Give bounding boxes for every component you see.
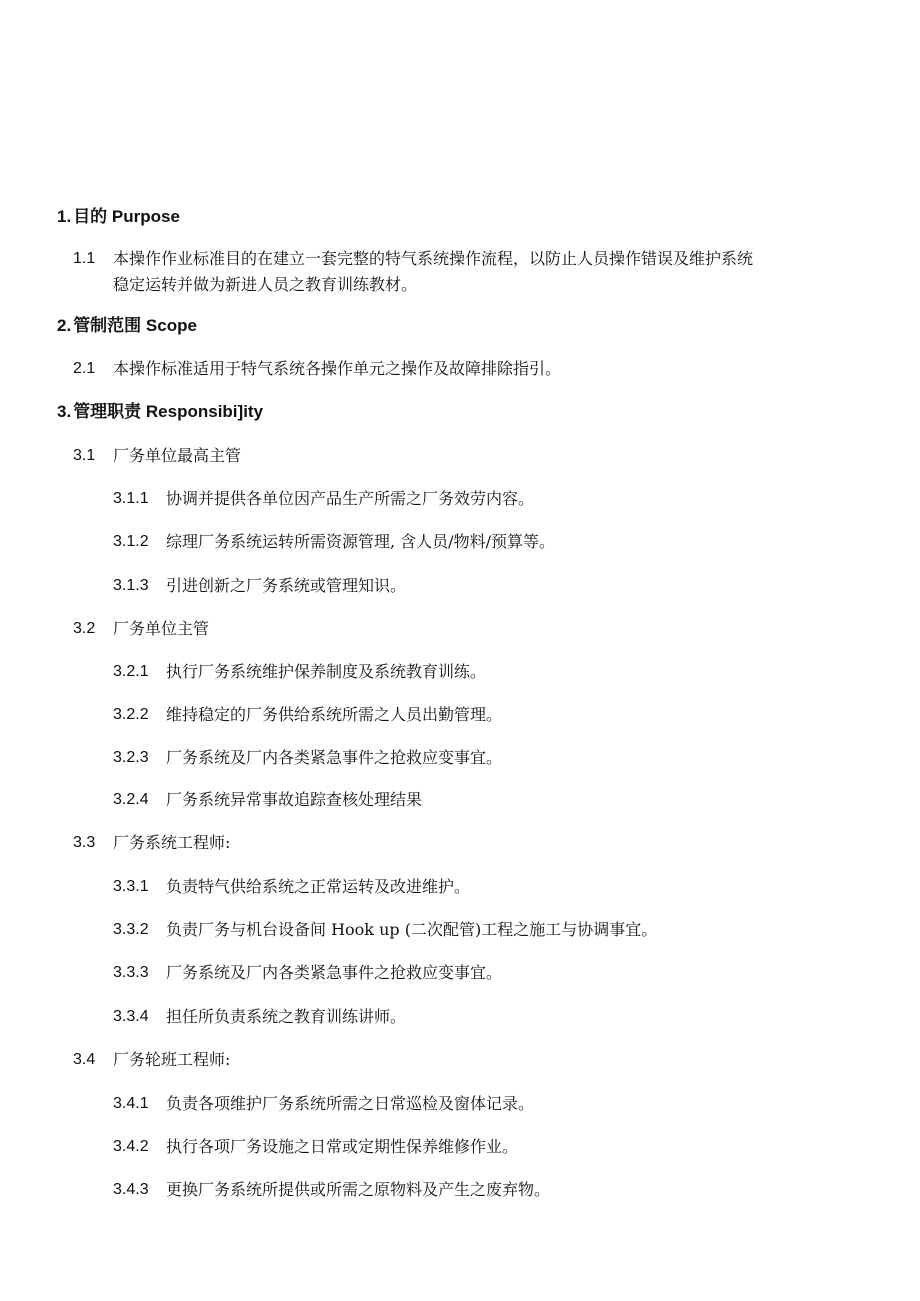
- clause-number: 1.1: [73, 250, 96, 267]
- clause-text: 厂务系统异常事故追踪查核处理结果: [166, 790, 423, 809]
- clause-number: 3.2.1: [113, 663, 149, 680]
- clause-number: 3.3.3: [113, 964, 149, 981]
- section-number: 3.: [57, 402, 72, 421]
- section-2-heading: [57, 316, 197, 336]
- section-title: 管制范围 Scope: [73, 316, 197, 335]
- clause-text: 厂务系统及厂内各类紧急事件之抢救应变事宜。: [166, 963, 503, 982]
- clause-number: 3.3.2: [113, 921, 149, 938]
- clause-number: 3.4.3: [113, 1181, 149, 1198]
- clause-text: 本操作标准适用于特气系统各操作单元之操作及故障排除指引。: [113, 359, 562, 378]
- clause-text: 引进创新之厂务系统或管理知识。: [166, 576, 407, 595]
- clause-number: 3.4.2: [113, 1138, 149, 1155]
- clause-text: 负责厂务与机台设备间 Hook up (二次配管)工程之施工与协调事宜。: [166, 920, 658, 939]
- clause-text: 维持稳定的厂务供给系统所需之人员出勤管理。: [166, 705, 503, 724]
- clause-text: 协调并提供各单位因产品生产所需之厂务效劳内容。: [166, 489, 535, 508]
- clause-text: 厂务单位主管: [113, 619, 210, 638]
- clause-number: 3.4.1: [113, 1095, 149, 1112]
- clause-text: 更换厂务系统所提供或所需之原物料及产生之废弃物。: [166, 1180, 551, 1199]
- section-number: 2.: [57, 316, 72, 335]
- section-title: 管理职责 Responsibi]ity: [73, 402, 264, 421]
- clause-text: 负责特气供给系统之正常运转及改进维护。: [166, 877, 471, 896]
- clause-text: 厂务系统及厂内各类紧急事件之抢救应变事宜。: [166, 748, 503, 767]
- clause-number: 3.3.1: [113, 878, 149, 895]
- clause-text-line-1: 本操作作业标准目的在建立一套完整的特气系统操作流程，以防止人员操作错误及维护系统: [113, 249, 754, 268]
- clause-number: 3.3: [73, 834, 96, 851]
- section-1-heading: [57, 207, 180, 227]
- clause-number: 3.1: [73, 447, 96, 464]
- clause-number: 3.2: [73, 620, 96, 637]
- clause-text: 担任所负责系统之教育训练讲师。: [166, 1007, 407, 1026]
- section-title: 目的 Purpose: [73, 207, 180, 226]
- clause-number: 3.1.2: [113, 533, 149, 550]
- clause-text: 厂务系统工程师:: [113, 833, 231, 852]
- section-number: 1.: [57, 207, 72, 226]
- clause-text: 厂务轮班工程师:: [113, 1050, 231, 1069]
- clause-text-line-2: 稳定运转并做为新进人员之教育训练教材。: [113, 275, 418, 294]
- clause-number: 2.1: [73, 360, 96, 377]
- clause-text: 执行各项厂务设施之日常或定期性保养维修作业。: [166, 1137, 519, 1156]
- clause-number: 3.2.4: [113, 791, 149, 808]
- clause-text: 负责各项维护厂务系统所需之日常巡检及窗体记录。: [166, 1094, 535, 1113]
- clause-number: 3.2.2: [113, 706, 149, 723]
- clause-number: 3.2.3: [113, 749, 149, 766]
- clause-text: 执行厂务系统维护保养制度及系统教育训练。: [166, 662, 487, 681]
- clause-text: 厂务单位最高主管: [113, 446, 242, 465]
- section-3-heading: [57, 402, 263, 422]
- clause-number: 3.1.1: [113, 490, 149, 507]
- clause-number: 3.1.3: [113, 577, 149, 594]
- clause-text: 综理厂务系统运转所需资源管理, 含人员/物料/预算等。: [166, 532, 555, 551]
- clause-number: 3.4: [73, 1051, 96, 1068]
- clause-number: 3.3.4: [113, 1008, 149, 1025]
